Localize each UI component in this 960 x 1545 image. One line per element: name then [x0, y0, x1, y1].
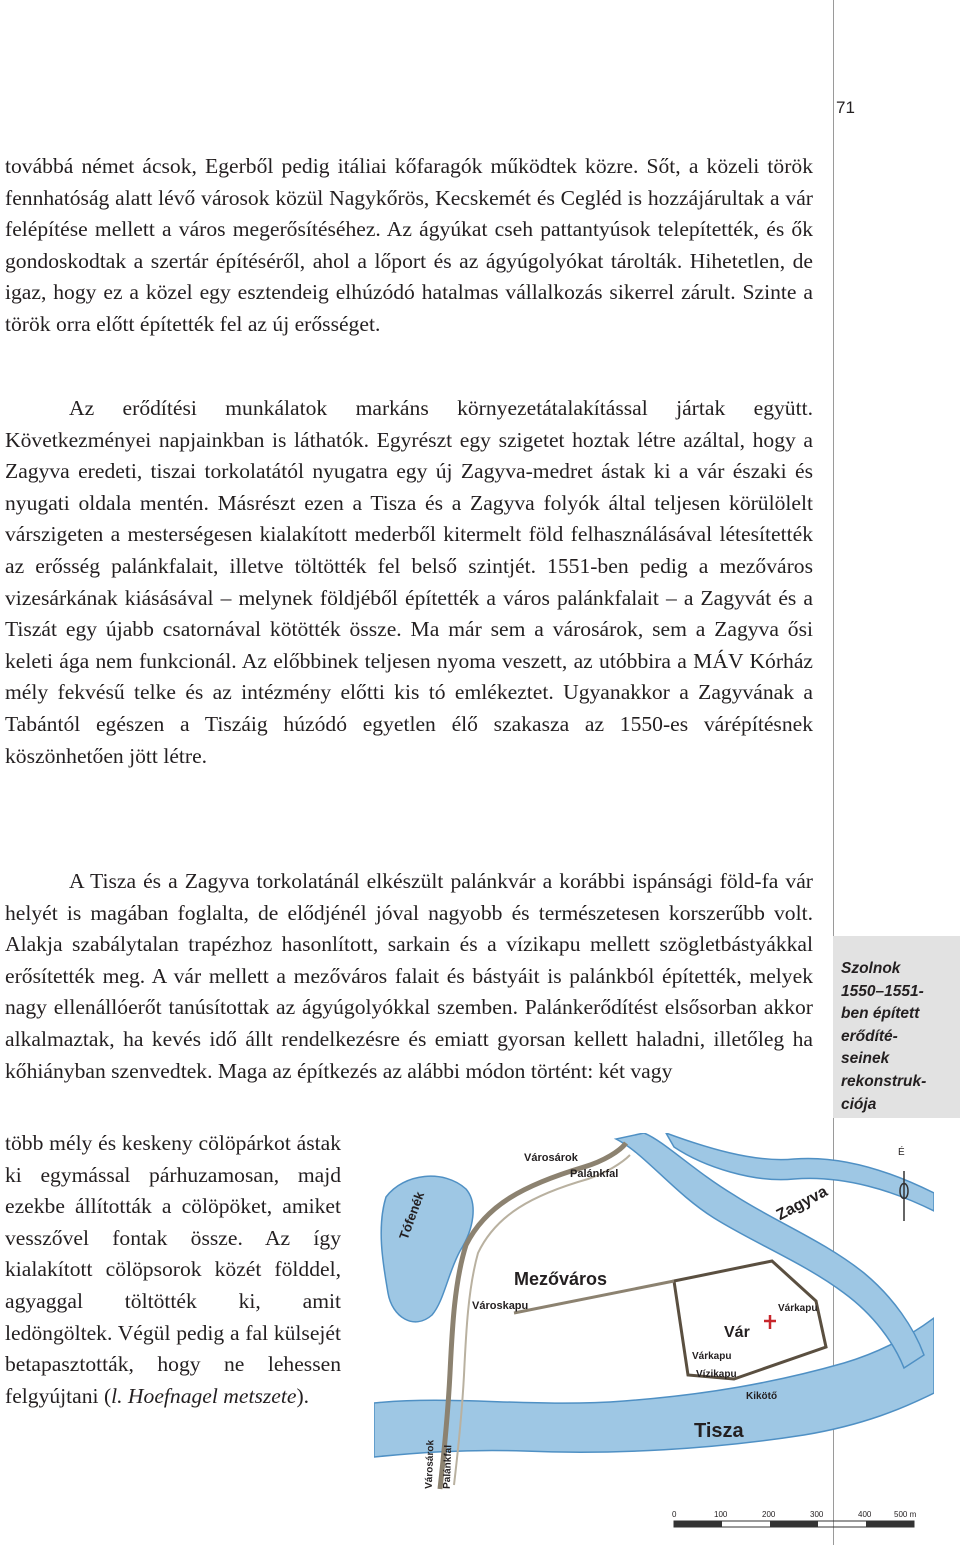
- label-varkapu-e: Várkapu: [778, 1303, 818, 1314]
- label-varoskapu: Városkapu: [472, 1300, 529, 1312]
- scale-200: 200: [762, 1510, 776, 1519]
- label-tisza: Tisza: [694, 1420, 744, 1442]
- scale-bar: [674, 1521, 914, 1527]
- label-mezovaros: Mezőváros: [514, 1269, 608, 1289]
- label-kikoto: Kikötő: [746, 1391, 778, 1402]
- scale-0: 0: [672, 1510, 677, 1519]
- label-palankfal-left: Palánkfal: [441, 1444, 455, 1490]
- paragraph-4: [5, 1128, 341, 1412]
- label-tofenek: Tófenék: [395, 1189, 428, 1242]
- label-zagyva: Zagyva: [773, 1183, 831, 1225]
- label-varosarok-left: Városárok: [423, 1439, 437, 1490]
- scale-300: 300: [810, 1510, 824, 1519]
- tisza-river: [374, 1318, 934, 1457]
- figure-reference[interactable]: l. Hoefnagel metszete: [111, 1383, 297, 1408]
- paragraph-3: A Tisza és a Zagyva torkolatánál elkészült palánkvár a korábbi ispánsági föld-fa vár helyét is magában foglalta, de elődjénél jóval nagyobb és természetesen korszerűbb volt. Alakja szabálytalan trapézhoz hasonlított, sarkain és a vízikapu mellett szögletbástyákkal erősítették meg. A vár mellett a mezőváros falait és bástyáit is palánkból építették, melyek nagy ellenállóerőt tanúsítottak az ágyúgolyókkal szemben. Palánkerődítést elsősorban akkor alkalmaztak, ha kevés idő állt rendelkezésre és emiatt gyorsan kellett haladni, illetőleg ha kőhiányban szenvedtek. Maga az építkezés az alábbi módon történt: két vagy: [5, 869, 813, 1083]
- paragraph-4-end: ).: [296, 1383, 310, 1408]
- paragraph-2: Az erődítési munkálatok markáns környezetátalakítással jártak együtt. Következményei napjainkban is láthatók. Egyrészt egy szigetet hoztak létre azáltal, hogy a Zagyva eredeti, tiszai torkolatától nyugatra egy új Zagyva-medret ástak ki a vár északi és nyugati oldala mentén. Másrészt ezen a Tisza és a Zagyva folyók által teljesen körülölelt várszigeten a mesterségesen kialakított mederből kitermelt föld felhasználásával létesítették az erősség palánkfalait, illetve töltötték fel belső szintjét. 1551-ben pedig a mezőváros vizesárkának kiásásával – melynek földjéből építették a város palánkfalait – a Zagyvát és a Tiszát egy újabb csatornával kötötték össze. Ma már sem a városárok, sem a Zagyva ősi keleti ága nem funkcionál. Az előbbinek teljesen nyoma veszett, az utóbbira a MÁV Kórház mély fekvésű telke és az intézmény előtti kis tó emlékeztet. Ugyanakkor a Zagyvának a Tabántól egészen a Tiszáig húzódó egyetlen élő szakasza az 1550-es várépítésnek köszönhetően jött létre.: [5, 396, 813, 768]
- label-varkapu-w: Várkapu: [692, 1351, 732, 1362]
- label-varosarok-top: Városárok: [524, 1152, 578, 1164]
- label-vizikapu: Vízikapu: [696, 1369, 737, 1380]
- label-north: É: [898, 1147, 905, 1158]
- scale-400: 400: [858, 1510, 872, 1519]
- label-palankfal-top: Palánkfal: [570, 1168, 619, 1180]
- figure-caption: [833, 936, 960, 1118]
- caption-text: Szolnok 1550–1551- ben épített erődíté- seinek rekonstruk- ciója: [841, 960, 927, 1113]
- paragraph-1: továbbá német ácsok, Egerből pedig itáliai kőfaragók működtek közre. Sőt, a közeli török fennhatóság alatt lévő városok közül Nagykőrös, Kecskemét és Cegléd is hozzájárultak a vár felépítése mellett a város megerősítéséhez. Az ágyúkat cseh pattantyúsok telepítették, és ők gondoskodtak a szertár építéséről, ahol a lőport és az ágyúgolyókat tárolták. Hihetetlen, de igaz, hogy ez a közel egy esztendeig elhúzódó hatalmas vállalkozás sikerrel zárult. Szinte a török orra előtt építették fel az új erősséget.: [5, 154, 813, 336]
- paragraph-4-text: több mély és keskeny cölöpárkot ástak ki egymással párhuzamosan, majd ezekbe állították a cölöpöket, amiket vesszővel fontak össze. Az így kialakított cölöpsorok közét földdel, agyaggal töltötték ki, amit ledöngöltek. Végül pedig a fal külsejét betapasztották, hogy ne lehessen felgyújtani (: [5, 1131, 341, 1408]
- church-marker: [764, 1315, 776, 1329]
- fortification-map: [374, 1133, 934, 1539]
- page-number: 71: [836, 98, 855, 117]
- tofenek-pond: [381, 1176, 473, 1322]
- label-var: Vár: [724, 1324, 750, 1341]
- scale-100: 100: [714, 1510, 728, 1519]
- scale-500: 500 m: [894, 1510, 917, 1519]
